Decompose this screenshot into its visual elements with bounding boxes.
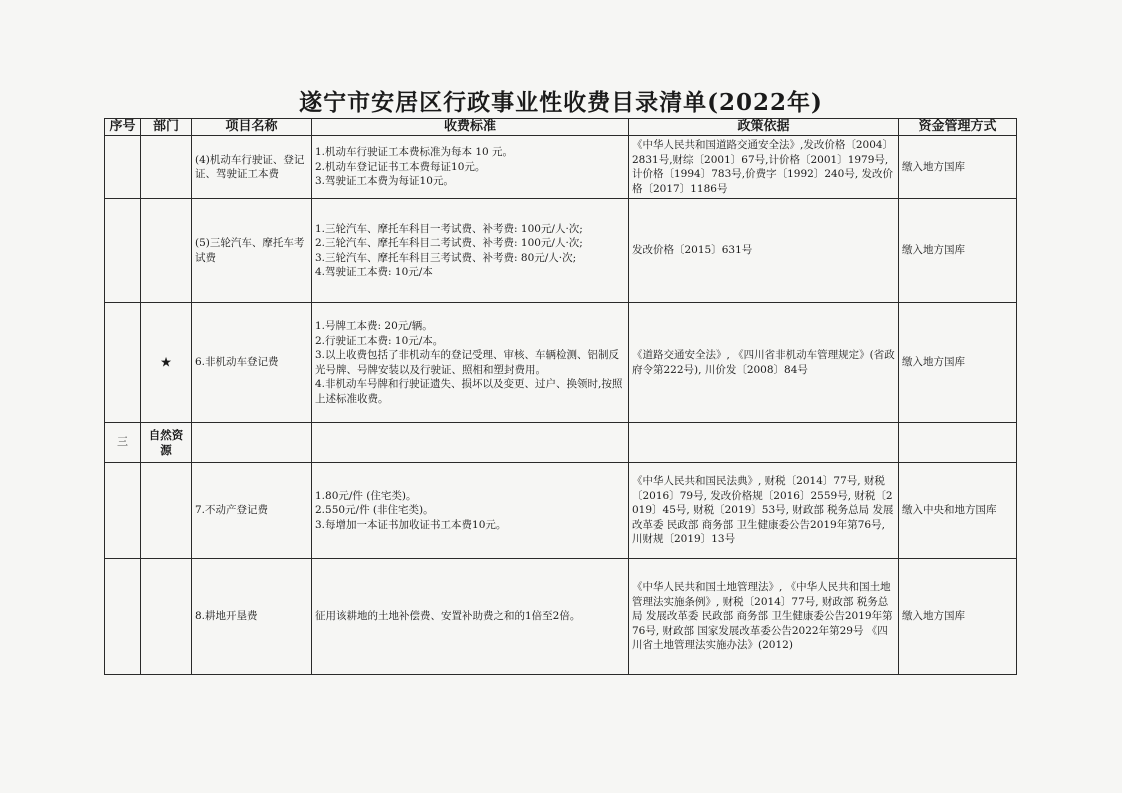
- cell-policy: 发改价格〔2015〕631号: [629, 199, 899, 303]
- table-row: [105, 303, 1017, 423]
- cell-policy: 《中华人民共和国民法典》, 财税〔2014〕77号, 财税〔2016〕79号, 发改价格规〔2016〕2559号, 财税〔2019〕45号, 财税〔2019〕53号, 财政部 税务总局 发展改革委 民政部 商务部 卫生健康委公告2019年第76号, 川财规〔2019〕13号: [629, 463, 899, 559]
- section-row: [105, 423, 1017, 463]
- table-header-row: [105, 119, 1017, 136]
- cell-dept: [141, 559, 192, 675]
- cell-standard: 1.80元/件 (住宅类)。 2.550元/件 (非住宅类)。 3.每增加一本证书加收证书工本费10元。: [312, 463, 629, 559]
- table-row: [105, 463, 1017, 559]
- cell-seq: [105, 463, 141, 559]
- cell-standard: 1.三轮汽车、摩托车科目一考试费、补考费: 100元/人·次; 2.三轮汽车、摩托车科目二考试费、补考费: 100元/人·次; 3.三轮汽车、摩托车科目三考试费、补考费: 80元/人·次; 4.驾驶证工本费: 10元/本: [312, 199, 629, 303]
- cell-fund: 缴入地方国库: [899, 136, 1017, 199]
- cell-fund: [899, 423, 1017, 463]
- fee-table: [104, 118, 1017, 675]
- cell-item: 7.不动产登记费: [192, 463, 312, 559]
- page-title: 遂宁市安居区行政事业性收费目录清单(2022年): [299, 89, 823, 116]
- cell-standard: 1.机动车行驶证工本费标准为每本 10 元。 2.机动车登记证书工本费每证10元。 3.驾驶证工本费为每证10元。: [312, 136, 629, 199]
- cell-policy: 《道路交通安全法》, 《四川省非机动车管理规定》(省政府令第222号), 川价发〔2008〕84号: [629, 303, 899, 423]
- cell-seq: [105, 199, 141, 303]
- cell-fund: 缴入地方国库: [899, 199, 1017, 303]
- header-item: 项目名称: [192, 119, 312, 136]
- cell-item: 8.耕地开垦费: [192, 559, 312, 675]
- header-dept: 部门: [141, 119, 192, 136]
- cell-item: (4)机动车行驶证、登记证、驾驶证工本费: [192, 136, 312, 199]
- cell-dept: [141, 136, 192, 199]
- cell-item: (5)三轮汽车、摩托车考试费: [192, 199, 312, 303]
- cell-fund: 缴入地方国库: [899, 559, 1017, 675]
- cell-dept: [141, 199, 192, 303]
- table-row: [105, 559, 1017, 675]
- cell-fund: 缴入中央和地方国库: [899, 463, 1017, 559]
- cell-seq: [105, 303, 141, 423]
- cell-policy: 《中华人民共和国道路交通安全法》,发改价格〔2004〕2831号,财综〔2001〕67号,计价格〔2001〕1979号,计价格〔1994〕783号,价费字〔1992〕240号, 发改价格〔2017〕1186号: [629, 136, 899, 199]
- header-standard: 收费标准: [312, 119, 629, 136]
- header-seq: 序号: [105, 119, 141, 136]
- cell-policy: 《中华人民共和国土地管理法》, 《中华人民共和国土地管理法实施条例》, 财税〔2014〕77号, 财政部 税务总局 发展改革委 民政部 商务部 卫生健康委公告2019年第76号, 财政部 国家发展改革委公告2022年第29号 《四川省土地管理法实施办法》(2012): [629, 559, 899, 675]
- table-row: [105, 136, 1017, 199]
- cell-dept: [141, 463, 192, 559]
- cell-standard: [312, 423, 629, 463]
- cell-policy: [629, 423, 899, 463]
- section-dept: 自然资源: [141, 423, 192, 463]
- section-seq: 三: [105, 423, 141, 463]
- star-icon: ★: [141, 303, 192, 423]
- cell-fund: 缴入地方国库: [899, 303, 1017, 423]
- cell-seq: [105, 136, 141, 199]
- cell-standard: 征用该耕地的土地补偿费、安置补助费之和的1倍至2倍。: [312, 559, 629, 675]
- cell-item: [192, 423, 312, 463]
- header-policy: 政策依据: [629, 119, 899, 136]
- cell-standard: 1.号牌工本费: 20元/辆。 2.行驶证工本费: 10元/本。 3.以上收费包括了非机动车的登记受理、审核、车辆检测、铝制反光号牌、号牌安装以及行驶证、照相和塑封费用。 4.非机动车号牌和行驶证遗失、损坏以及变更、过户、换领时,按照上述标准收费。: [312, 303, 629, 423]
- cell-item: 6.非机动车登记费: [192, 303, 312, 423]
- cell-seq: [105, 559, 141, 675]
- header-fund: 资金管理方式: [899, 119, 1017, 136]
- table-row: [105, 199, 1017, 303]
